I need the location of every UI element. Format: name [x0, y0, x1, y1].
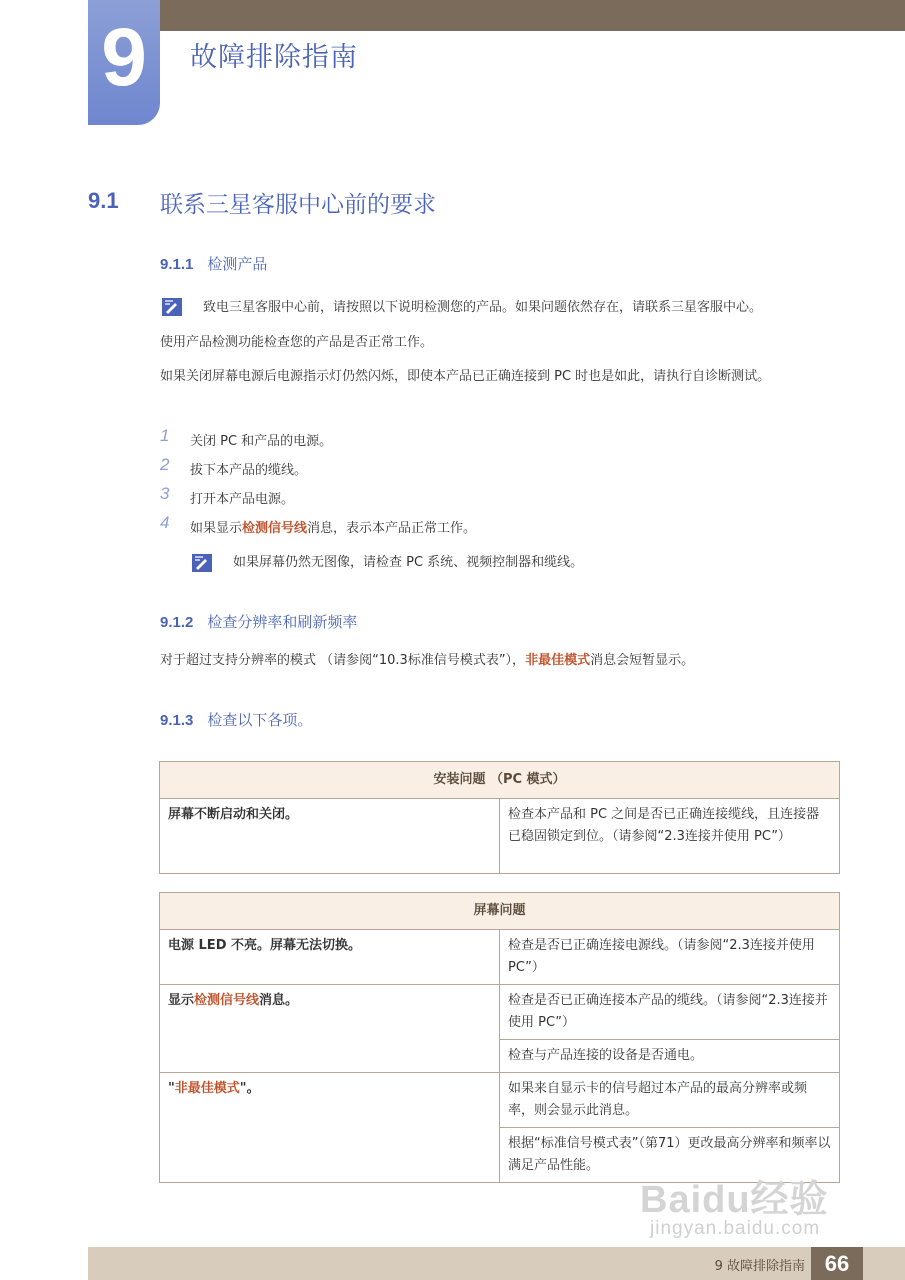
paragraph: 使用产品检测功能检查您的产品是否正常工作。 — [160, 335, 434, 350]
subsection-title: 检查分辨率和刷新频率 — [207, 613, 358, 631]
note-icon — [192, 554, 212, 572]
step-text: 关闭 PC 和产品的电源。 — [190, 434, 333, 449]
subsection-heading — [160, 709, 312, 730]
step-number: 4 — [160, 513, 170, 532]
subsection-number: 9.1.2 — [160, 614, 194, 631]
subsection-number: 9.1.1 — [160, 256, 194, 273]
solution-cell: 检查与产品连接的设备是否通电。 — [500, 1040, 840, 1073]
paragraph-pre: 对于超过支持分辨率的模式 （请参阅“10.3标准信号模式表”）， — [160, 653, 526, 668]
solution-cell: 如果来自显示卡的信号超过本产品的最高分辨率或频率，则会显示此消息。 — [500, 1073, 840, 1128]
subsection-title: 检测产品 — [207, 255, 268, 273]
watermark-url: jingyan.baidu.com — [650, 1218, 821, 1239]
step-text-pre: 如果显示 — [190, 521, 243, 536]
chapter-title: 故障排除指南 — [190, 42, 358, 73]
subsection-title: 检查以下各项。 — [207, 711, 313, 729]
problem-post: 消息。 — [259, 993, 299, 1008]
page-number: 66 — [811, 1247, 863, 1280]
chapter-number: 9 — [101, 12, 147, 103]
step-text: 打开本产品电源。 — [190, 492, 295, 507]
step-number: 1 — [160, 426, 170, 445]
paragraph: 如果关闭屏幕电源后电源指示灯仍然闪烁，即使本产品已正确连接到 PC 时也是如此，请执行自诊断测试。 — [160, 369, 771, 384]
section-title: 联系三星客服中心前的要求 — [160, 192, 436, 218]
note-text: 致电三星客服中心前，请按照以下说明检测您的产品。如果问题依然存在，请联系三星客服中心。 — [203, 300, 763, 315]
watermark-logo: Baidu经验 — [640, 1179, 829, 1221]
note-icon — [162, 298, 182, 316]
solution-cell: 根据“标准信号模式表”（第71）更改最高分辨率和频率以满足产品性能。 — [500, 1128, 840, 1183]
solution-cell: 检查是否已正确连接电源线。（请参阅“2.3连接并使用 PC”） — [500, 930, 840, 985]
paragraph-post: 消息会短暂显示。 — [590, 653, 695, 668]
step-text-post: 消息，表示本产品正常工作。 — [307, 521, 477, 536]
paragraph — [160, 649, 835, 673]
table-header: 安装问题 （PC 模式） — [160, 762, 840, 799]
step-number: 2 — [160, 455, 170, 474]
table-header: 屏幕问题 — [160, 893, 840, 930]
install-problems-table — [159, 761, 840, 874]
step-text: 拔下本产品的缆线。 — [190, 463, 308, 478]
highlight-term: 非最佳模式 — [525, 653, 591, 668]
problem-pre: 显示 — [168, 993, 195, 1008]
footer — [88, 1247, 905, 1280]
watermark — [640, 1160, 860, 1245]
problem-post: "。 — [239, 1081, 260, 1096]
header-bar — [155, 0, 905, 31]
subsection-heading — [160, 611, 357, 632]
step-text — [190, 517, 476, 536]
step-number: 3 — [160, 484, 170, 503]
table-row — [160, 985, 840, 1040]
problem-cell: 屏幕不断启动和关闭。 — [160, 799, 500, 874]
solution-cell: 检查是否已正确连接本产品的缆线。（请参阅“2.3连接并使用 PC”） — [500, 985, 840, 1040]
highlight-term: 非最佳模式 — [174, 1081, 240, 1096]
screen-problems-table — [159, 892, 840, 1183]
chapter-badge — [88, 0, 160, 125]
solution-cell: 检查本产品和 PC 之间是否已正确连接缆线，且连接器已稳固锁定到位。（请参阅“2.3连接并使用 PC”） — [500, 799, 840, 874]
table-row — [160, 1073, 840, 1128]
subsection-number: 9.1.3 — [160, 712, 194, 729]
section-number: 9.1 — [88, 188, 119, 213]
table-row — [160, 930, 840, 985]
subsection-heading — [160, 253, 267, 274]
problem-cell — [160, 1073, 500, 1183]
table-row — [160, 799, 840, 874]
note-text: 如果屏幕仍然无图像，请检查 PC 系统、视频控制器和缆线。 — [233, 555, 584, 570]
highlight-term: 检测信号线 — [242, 521, 308, 536]
problem-cell — [160, 985, 500, 1073]
problem-cell: 电源 LED 不亮。屏幕无法切换。 — [160, 930, 500, 985]
problem-pre: " — [168, 1081, 175, 1096]
highlight-term: 检测信号线 — [194, 993, 260, 1008]
footer-chapter: 9 故障排除指南 — [714, 1259, 805, 1274]
